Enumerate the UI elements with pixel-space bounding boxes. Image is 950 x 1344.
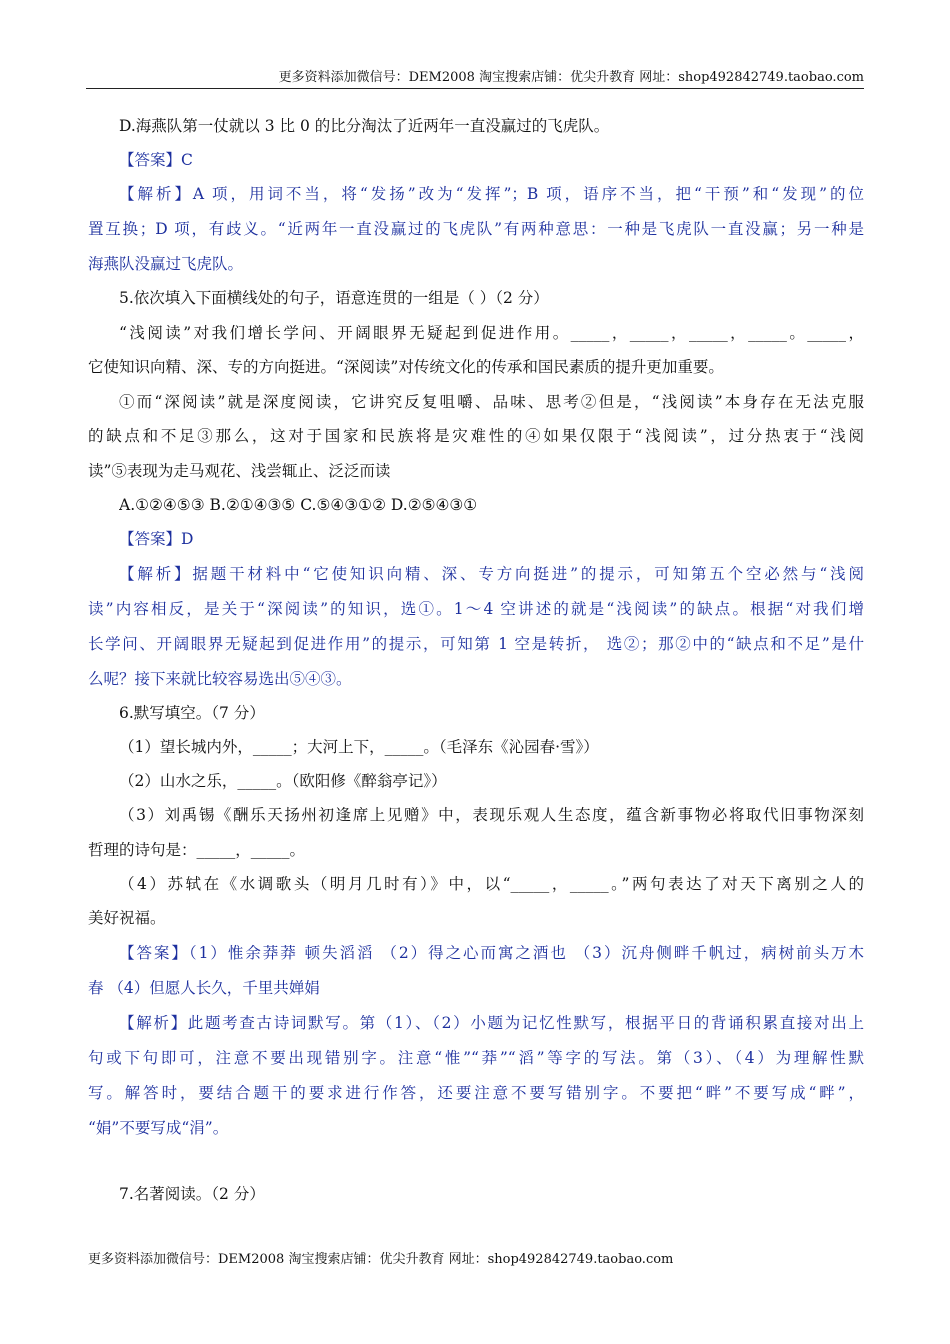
q5-sentence-line: ①而“深阅读”就是深度阅读，它讲究反复咀嚼、品味、思考②但是，“浅阅读”本身存在无法克服 bbox=[119, 393, 864, 411]
q5-analysis-line: 读”内容相反，是关于“深阅读”的知识，选①。1～4 空讲述的就是“浅阅读”的缺点。根据“对我们增 bbox=[88, 600, 864, 618]
q7-title: 7.名著阅读。（2 分） bbox=[119, 1185, 265, 1203]
q6-item: 哲理的诗句是：_____，_____。 bbox=[88, 841, 306, 859]
q5-options: A.①②④⑤③ B.②①④③⑤ C.⑤④③①② D.②⑤④③① bbox=[119, 496, 478, 514]
q6-title: 6.默写填空。（7 分） bbox=[119, 704, 265, 722]
q5-title: 5.依次填入下面横线处的句子，语意连贯的一组是（ ）（2 分） bbox=[119, 289, 549, 307]
q6-answer-line: 春 （4）但愿人长久，千里共婵娟 bbox=[88, 979, 320, 997]
q6-analysis-line: 【解析】此题考查古诗词默写。第（1）、（2）小题为记忆性默写，根据平日的背诵积累直接对出上 bbox=[119, 1014, 864, 1032]
q6-answer-line: 【答案】（1）惟余莽莽 顿失滔滔 （2）得之心而寓之酒也 （3）沉舟侧畔千帆过，病树前头万木 bbox=[119, 944, 864, 962]
q4-analysis-line: 海燕队没赢过飞虎队。 bbox=[88, 255, 244, 273]
q6-analysis-line: 写。解答时，要结合题干的要求进行作答，还要注意不要写错别字。不要把“畔”不要写成“畔”， bbox=[88, 1084, 864, 1102]
q4-answer: 【答案】C bbox=[119, 151, 193, 169]
q5-analysis-line: 么呢？接下来就比较容易选出⑤④③。 bbox=[88, 670, 352, 688]
q6-item: （1）望长城内外，_____；大河上下，_____。（毛泽东《沁园春·雪》） bbox=[119, 738, 599, 756]
q6-item: （3）刘禹锡《酬乐天扬州初逢席上见赠》中，表现乐观人生态度，蕴含新事物必将取代旧事物深刻 bbox=[119, 806, 864, 824]
page-footer: 更多资料添加微信号：DEM2008 淘宝搜索店铺：优尖升教育 网址：shop492842749.taobao.com bbox=[88, 1252, 674, 1267]
q5-sentence-line: 读”⑤表现为走马观花、浅尝辄止、泛泛而读 bbox=[88, 462, 391, 480]
q6-analysis-line: “娟”不要写成“涓”。 bbox=[88, 1119, 229, 1137]
q5-answer: 【答案】D bbox=[119, 530, 194, 548]
q5-sentence-line: 的缺点和不足③那么，这对于国家和民族将是灾难性的④如果仅限于“浅阅读”，过分热衷于“浅阅 bbox=[88, 427, 864, 445]
header-divider bbox=[86, 88, 864, 89]
q6-item: 美好祝福。 bbox=[88, 909, 166, 927]
q6-item: （4）苏轼在《水调歌头（明月几时有）》中，以“_____，_____。”两句表达了对天下离别之人的 bbox=[119, 875, 864, 893]
q5-analysis-line: 长学问、开阔眼界无疑起到促进作用”的提示，可知第 1 空是转折， 选②；那②中的“缺点和不足”是什 bbox=[88, 635, 864, 653]
q5-stem-line: “浅阅读”对我们增长学问、开阔眼界无疑起到促进作用。_____，_____，_____，_____。_____， bbox=[119, 324, 864, 342]
q5-stem-line: 它使知识向精、深、专的方向挺进。“深阅读”对传统文化的传承和国民素质的提升更加重要。 bbox=[88, 358, 724, 376]
q4-analysis-line: 【解析】A 项，用词不当，将“发扬”改为“发挥”；B 项，语序不当，把“干预”和“发现”的位 bbox=[119, 185, 864, 203]
page-header: 更多资料添加微信号：DEM2008 淘宝搜索店铺：优尖升教育 网址：shop492842749.taobao.com bbox=[278, 70, 864, 85]
q5-analysis-line: 【解析】据题干材料中“它使知识向精、深、专方向挺进”的提示，可知第五个空必然与“浅阅 bbox=[119, 565, 864, 583]
q6-analysis-line: 句或下句即可，注意不要出现错别字。注意“惟”“莽”“滔”等字的写法。第（3）、（4）为理解性默 bbox=[88, 1049, 864, 1067]
q4-analysis-line: 置互换；D 项，有歧义。“近两年一直没赢过的飞虎队”有两种意思：一种是飞虎队一直没赢；另一种是 bbox=[88, 220, 864, 238]
q4-option-d: D.海燕队第一仗就以 3 比 0 的比分淘汰了近两年一直没赢过的飞虎队。 bbox=[119, 117, 610, 135]
q6-item: （2）山水之乐，_____。（欧阳修《醉翁亭记》） bbox=[119, 772, 447, 790]
